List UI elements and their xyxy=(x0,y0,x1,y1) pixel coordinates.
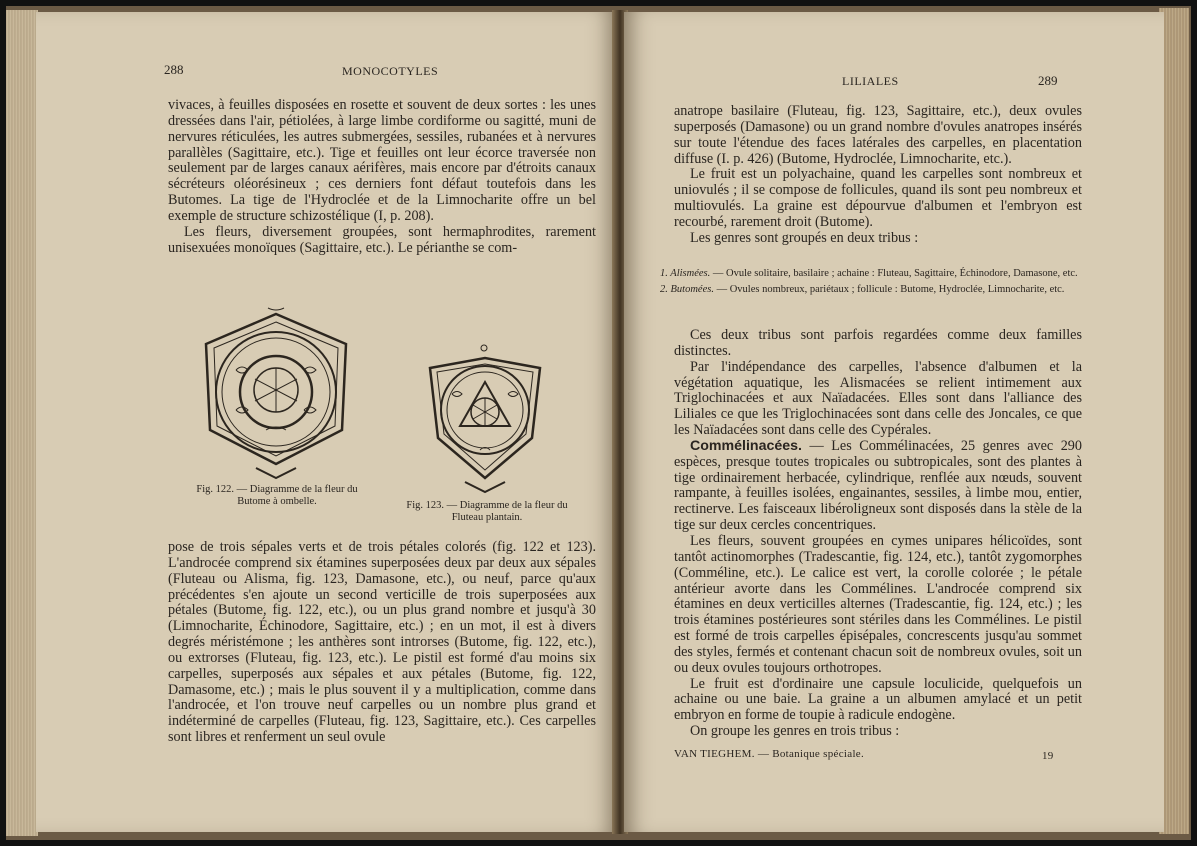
tribe-label: 2. Butomées. xyxy=(660,283,714,295)
text-block-top xyxy=(168,98,596,256)
paragraph: — Les Commélinacées, 25 genres avec 290 espèces, presque toutes tropicales ou subtropicales, sont des plantes à tige ordinairement herbacée, cylindrique, renflée aux nœuds, souvent rampante, à feuilles isolées, engainantes, sessiles, à limbe mou, entier, rectinerve. Les faisceaux libéroligneux sont disposés dans la stèle de la tige sur deux cercles concentriques. xyxy=(674,437,1082,534)
paragraph: Les genres sont groupés en deux tribus : xyxy=(690,229,919,246)
paragraph: On groupe les genres en trois tribus : xyxy=(690,723,900,740)
paragraph: pose de trois sépales verts et de trois pétales colorés (fig. 122 et 123). L'androcée comprend six étamines superposées deux par deux aux sépales (Fluteau ou Alisma, fig. 123, Damasone, etc.), ou neuf, parce qu'aux précédentes s'en ajoute un second verticille de trois superposées aux pétales (Butome, fig. 122, etc.), ou un plus grand nombre et jusqu'à 30 (Limnocharite, Échinodore, Sagittaire, etc.) ; en un mot, il est à divers degrés méristémone ; les anthères sont introrses (Butome, fig. 122, etc.), ou extrorses (Fluteau, fig. 123, etc.). Le pistil est formé d'au moins six carpelles, superposés aux sépales et aux pétales (Butome, fig. 122, Damasome, etc.) ; mais le plus souvent il y a multiplication, comme dans l'androcée, et l'on trouve neuf carpelles ou un nombre plus grand et indéterminé de carpelles (Fluteau, fig. 123, Sagittaire, etc.). Ces carpelles sont libres et renferment un seul ovule xyxy=(168,539,596,746)
paragraph: Le fruit est un polyachaine, quand les carpelles sont nombreux et uniovulés ; il se compose de follicules, quand ils sont peu nombreux et multiovulés. La graine est dépourvue d'albumen et l'embryon est recourbé, rarement droit (Butome). xyxy=(674,166,1082,230)
left-page xyxy=(36,12,616,832)
right-page xyxy=(624,12,1164,832)
footer-signature: 19 xyxy=(1042,750,1054,762)
figure-123-diagram xyxy=(420,338,550,498)
list-item xyxy=(660,268,1080,281)
text-block-bottom xyxy=(168,540,596,746)
figure-123-caption: Fig. 123. — Diagramme de la fleur du Fluteau plantain. xyxy=(406,500,568,523)
page-number: 288 xyxy=(164,62,184,77)
paragraph: vivaces, à feuilles disposées en rosette et souvent de deux sortes : les unes dressées dans l'air, pétiolées, à large limbe cordiforme ou sagitté, muni de nervures réticulées, les autres submergées, sessiles, rubanées et à nervures parallèles (Sagittaire, etc.). Tige et feuilles ont leur écorce traversée non seulement par de larges canaux aérifères, mais encore par d'étroits canaux sécréteurs oléorésineux ; ces derniers font défaut toutefois dans les Butomes. La tige de l'Hydroclée et de la Limnocharite offre un bel exemple de structure schizostélique (I, p. 208). xyxy=(168,97,596,224)
tribe-text: — Ovules nombreux, pariétaux ; follicule : Butome, Hydroclée, Limnocharite, etc. xyxy=(716,283,1065,295)
tribe-label: 1. Alismées. xyxy=(660,268,711,279)
figure-122-diagram xyxy=(196,302,356,482)
text-block-bottom xyxy=(674,328,1082,740)
running-head: LILIALES xyxy=(842,74,899,88)
page-number: 289 xyxy=(1038,73,1058,88)
left-page-edges xyxy=(6,10,38,836)
figure-122-caption: Fig. 122. — Diagramme de la fleur du Butome à ombelle. xyxy=(196,484,358,507)
list-item xyxy=(660,284,1080,297)
paragraph: Les fleurs, souvent groupées en cymes unipares hélicoïdes, sont tantôt actinomorphes (Tradescantie, fig. 124, etc.), tantôt zygomorphes (Comméline, etc.). Le calice est vert, la corolle colorée ; le pétale antérieur avorte dans les Commélines. L'androcée comprend six étamines en deux verticilles alternes (Tradescantie, fig. 124, etc.) ; les trois étamines postérieures sont stériles dans les Commélines. Le pistil est formé de trois carpelles épisépales, concrescents jusqu'au sommet des styles, fermés et contenant chacun soit de nombreux ovules, soit un ou deux ovules toujours orthotropes. xyxy=(674,532,1082,676)
paragraph: anatrope basilaire (Fluteau, fig. 123, Sagittaire, etc.), deux ovules superposés (Damasone) ou un grand nombre d'ovules anatropes insérés sur toute l'étendue des faces latérales des carpelles, en placentation diffuse (I. p. 426) (Butome, Hydroclée, Limnocharite, etc.). xyxy=(674,103,1082,167)
paragraph: Par l'indépendance des carpelles, l'absence d'albumen et la végétation aquatique, les Alismacées se relient intimement aux Triglochinacées et aux Naïadacées. Elles sont dans l'alliance des Liliales ce que les Triglochinacées sont dans celle des Joncales, ce que les Naïadacées sont dans celle des Cypérales. xyxy=(674,358,1082,439)
tribe-text: — Ovule solitaire, basilaire ; achaine : Fluteau, Sagittaire, Échinodore, Damasone, etc. xyxy=(712,268,1078,279)
paragraph: Les fleurs, diversement groupées, sont hermaphrodites, rarement unisexuées monoïques (Sagittaire, etc.). Le périanthe se com- xyxy=(168,223,596,256)
running-head: MONOCOTYLES xyxy=(342,64,439,78)
paragraph: Le fruit est d'ordinaire une capsule loculicide, quelquefois un achaine ou une baie. La graine a un albumen amylacé et un petit embryon en forme de toupie à radicule endogène. xyxy=(674,675,1082,724)
text-block-top xyxy=(674,104,1082,247)
footer-author: VAN TIEGHEM. — Botanique spéciale. xyxy=(674,748,865,760)
tribes-list xyxy=(660,268,1080,299)
section-heading: Commélinacées. xyxy=(690,437,802,454)
paragraph: Ces deux tribus sont parfois regardées comme deux familles distinctes. xyxy=(674,327,1082,359)
